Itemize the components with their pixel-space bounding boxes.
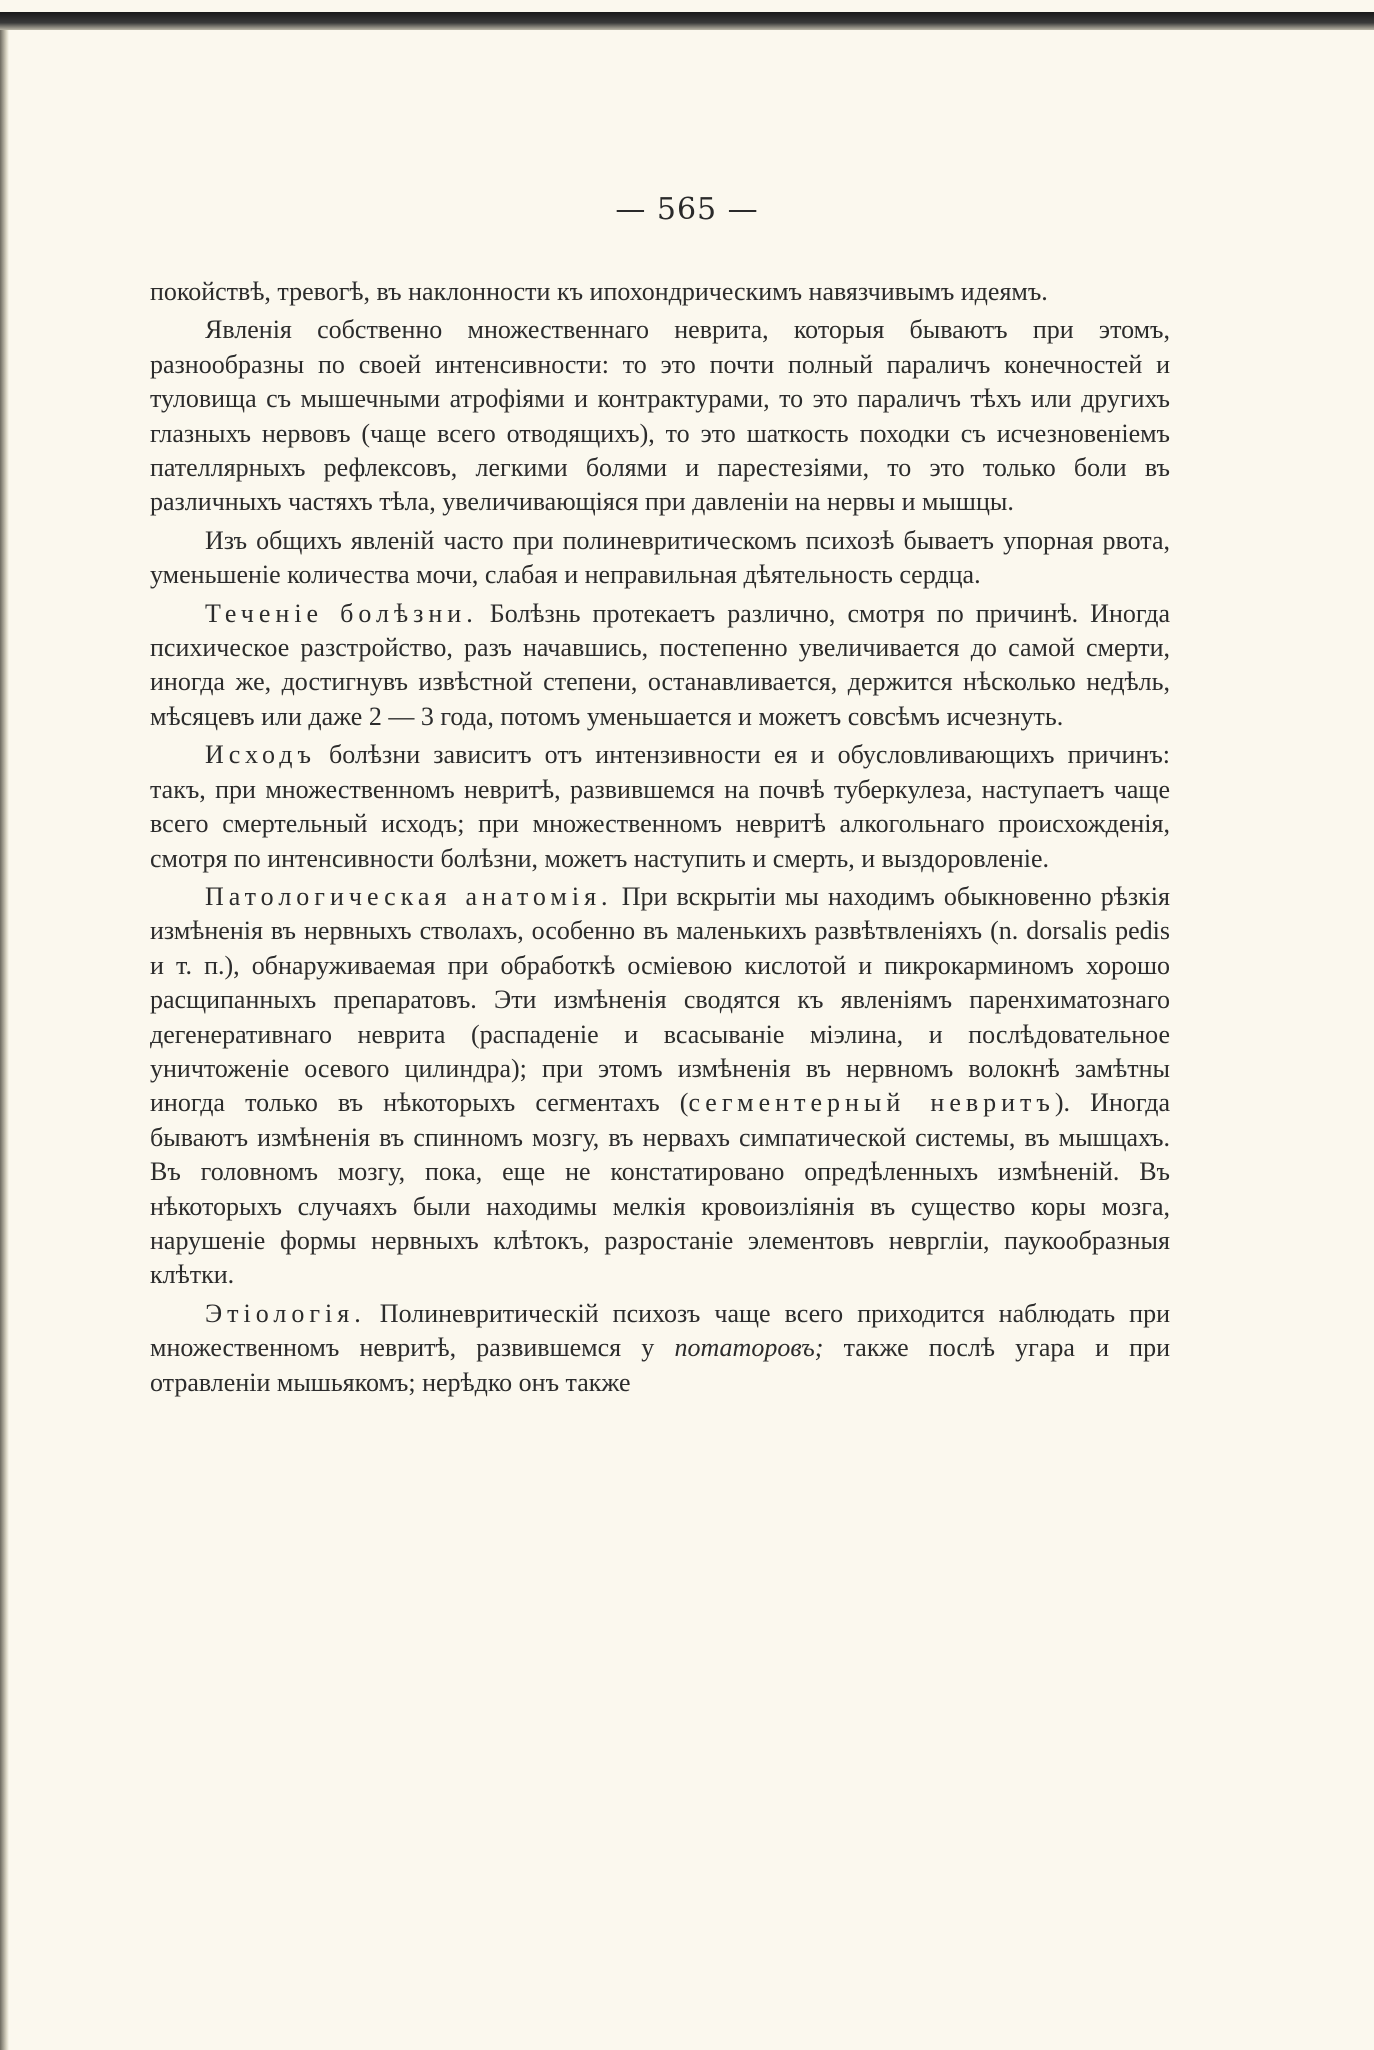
section-heading-outcome: Исходъ bbox=[205, 740, 316, 770]
paragraph-general-symptoms: Изъ общихъ явленій часто при полиневритическомъ психозѣ бываетъ упорная рвота, уменьшеніе количества мочи, слабая и неправильная дѣятельность сердца. bbox=[150, 525, 1170, 590]
body-text bbox=[150, 275, 1170, 1404]
paragraph-symptoms: Явленія собственно множественнаго неврита, которыя бываютъ при этомъ, разнообразны по своей интенсивности: то это почти полный параличъ конечностей и туловища съ мышечными атрофіями и контрактурами, то это параличъ тѣхъ или другихъ глазныхъ нервовъ (чаще всего отводящихъ), то это шаткость походки съ исчезновеніемъ пателлярныхъ рефлексовъ, легкими болями и парестезіями, то это только боли въ различныхъ частяхъ тѣла, увеличивающіяся при давленіи на нервы и мышцы. bbox=[150, 315, 1170, 517]
paragraph-course bbox=[150, 597, 1170, 735]
paragraph-pathology-text-a: При вскрытіи мы находимъ обыкновенно рѣзкія измѣненія въ нервныхъ стволахъ, особенно въ маленькихъ развѣтвленіяхъ (n. dorsalis pedis и т. п.), обнаруживаемая при обработкѣ осміевою кислотой и пикрокарминомъ хорошо расщипанныхъ препаратовъ. Эти измѣненія сводятся къ явленіямъ паренхиматознаго дегенеративнаго неврита (распаденіе и всасываніе міэлина, и послѣдовательное уничтоженіе осевого цилиндра); при этомъ измѣненія въ нервномъ волокнѣ замѣтны иногда только въ нѣкоторыхъ сегментахъ ( bbox=[150, 881, 1170, 1118]
term-segmental-neuritis: сегментерный невритъ bbox=[688, 1088, 1055, 1118]
section-heading-course: Теченіе болѣзни. bbox=[205, 598, 478, 628]
section-heading-etiology: Этіологія. bbox=[205, 1298, 366, 1328]
paragraph-pathology bbox=[150, 880, 1170, 1293]
page-top-edge bbox=[0, 12, 1374, 30]
paragraph-etiology-text-a: Полиневритическій психозъ чаще всего приходится наблюдать при множественномъ невритѣ, развившемся у bbox=[150, 1298, 1170, 1363]
paragraph-pathology-text-b: ). Иногда бываютъ измѣненія въ спинномъ мозгу, въ нервахъ симпатической системы, въ мышцахъ. Въ головномъ мозгу, пока, еще не констатировано опредѣленныхъ измѣненій. Въ нѣкоторыхъ случаяхъ были находимы мелкія кровоизліянія въ существо коры мозга, нарушеніе формы нервныхъ клѣтокъ, разростаніе элементовъ невргліи, паукообразныя клѣтки. bbox=[150, 1088, 1170, 1290]
paragraph-continued: покойствѣ, тревогѣ, въ наклонности къ ипохондрическимъ навязчивымъ идеямъ. bbox=[150, 277, 1048, 306]
page-number: — 565 — bbox=[615, 192, 759, 227]
binding-shadow bbox=[0, 30, 9, 2050]
paragraph-etiology bbox=[150, 1297, 1170, 1400]
term-potators: потаторовъ; bbox=[674, 1333, 824, 1363]
section-heading-pathology: Патологическая анатомія. bbox=[205, 881, 613, 911]
paragraph-course-text: Болѣзнь протекаетъ различно, смотря по причинѣ. Иногда психическое разстройство, разъ начавшись, постепенно увеличивается до самой смерти, иногда же, достигнувъ извѣстной степени, останавливается, держится нѣсколько недѣль, мѣсяцевъ или даже 2 — 3 года, потомъ уменьшается и можетъ совсѣмъ исчезнуть. bbox=[150, 598, 1171, 731]
paragraph-outcome-text: болѣзни зависитъ отъ интензивности ея и обусловливающихъ причинъ: такъ, при множественномъ невритѣ, развившемся на почвѣ туберкулеза, наступаетъ чаще всего смертельный исходъ; при множественномъ невритѣ алкогольнаго происхожденія, смотря по интенсивности болѣзни, можетъ наступить и смерть, и выздоровленіе. bbox=[150, 740, 1170, 873]
paragraph-outcome bbox=[150, 738, 1170, 876]
paragraph-etiology-text-b: также послѣ угара и при отравленіи мышьякомъ; нерѣдко онъ также bbox=[150, 1333, 1170, 1397]
